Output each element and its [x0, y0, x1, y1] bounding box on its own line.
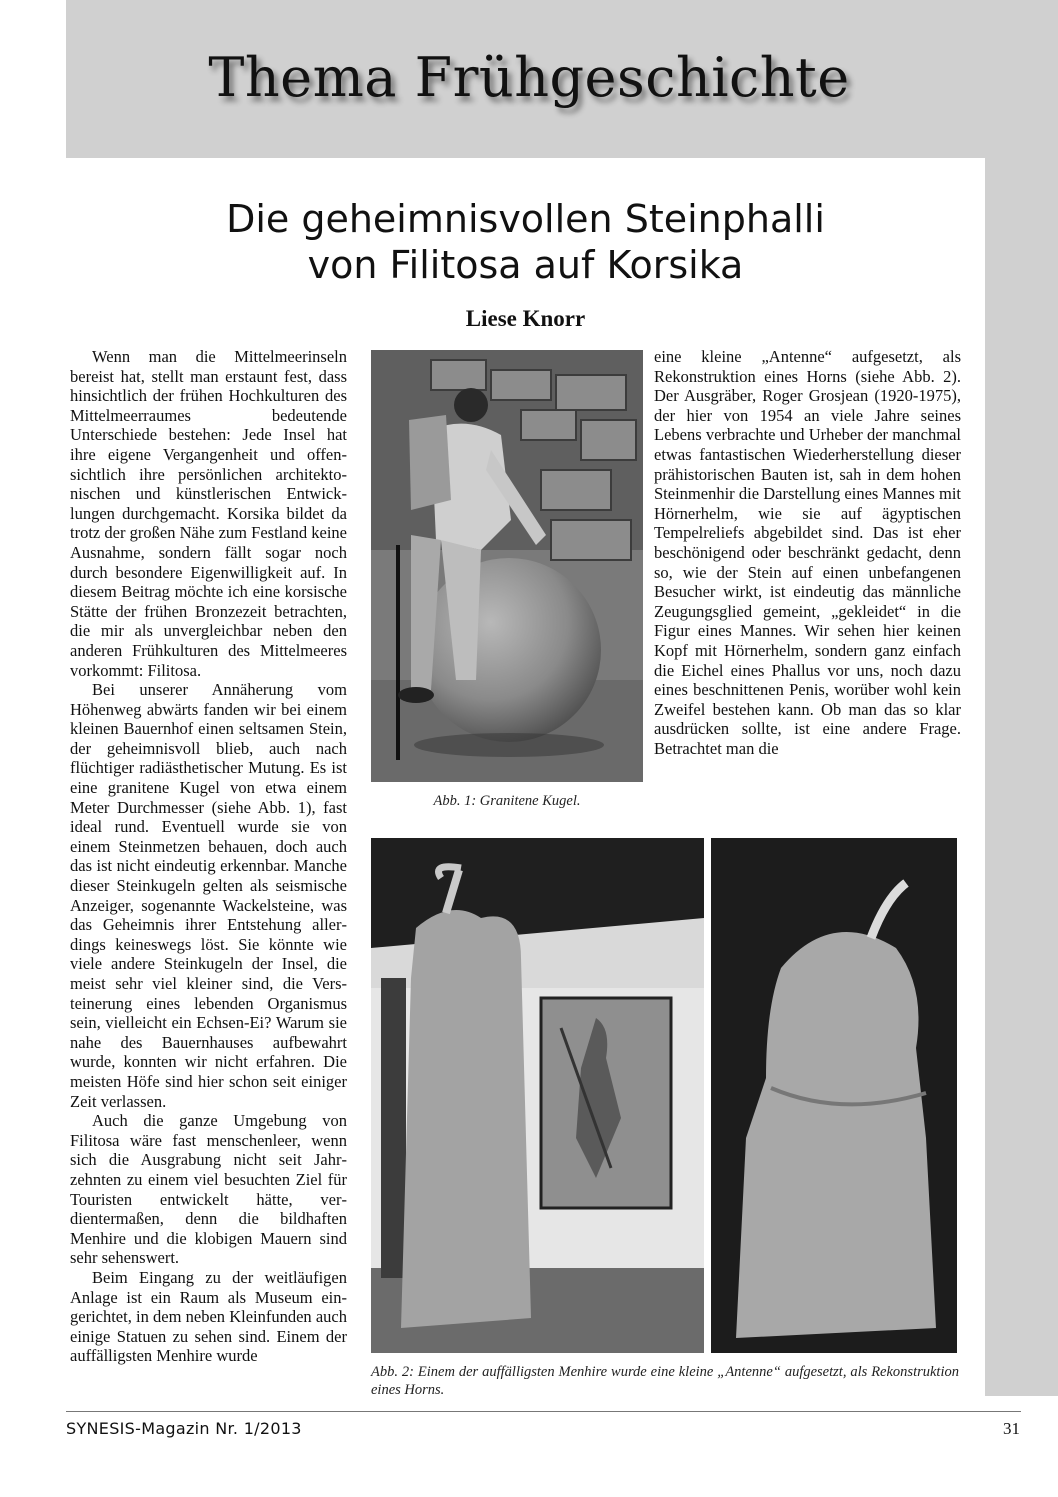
- photo-menhir-closeup-image: [711, 838, 957, 1353]
- page-number: 31: [1003, 1419, 1020, 1438]
- photo-granite-sphere-image: [371, 350, 643, 782]
- paragraph: Auch die ganze Umgebung von Filitosa wäre fast menschenleer, wenn sich die Ausgrabung nicht seit Jahrzehnten zu einem viel besuchten Ziel für Touristen entwickelt hätte, verdientermaßen, denn die bildhaften Menhire und die klobigen Mauern sind sehr sehenswert.: [70, 1111, 347, 1268]
- article-title-line2: von Filitosa auf Korsika: [307, 243, 744, 287]
- paragraph: eine kleine „Antenne“ aufgesetzt, als Rekonstruktion eines Horns (siehe Abb. 2). Der Ausgräber, Roger Grosjean (1920-1975), der hier von 1954 an viele Jahre seines Lebens verbrachte und Urheber der manchmal etwas fantastischen Wiederherstellung dieser prähistorischen Bauten ist, sah in dem hohen Steinmenhir die Darstellung eines Mannes mit Hörnerhelm, wie sie auf ägyptischen Tempelreliefs abgebildet sind. Das ist eher beschönigend oder beschränkt gedacht, denn so, wie der Stein auf einen unbefangenen Besucher wirkt, ist eindeutig das männliche Zeugungsglied gemeint, „gekleidet“ in die Figur eines Mannes. Wir sehen hier keinen Kopf mit Hörnerhelm, sondern ganz einfach die Eichel eines Phallus vor uns, noch dazu eines beschnittenen Penis, worüber wohl kein Zweifel bestehen kann. Ob man das so klar ausdrücken sollte, ist eine andere Frage. Betrachtet man die: [654, 347, 961, 758]
- photo-museum-menhir: [371, 838, 704, 1353]
- right-column: [654, 347, 961, 758]
- section-title: Thema Frühgeschichte: [208, 46, 850, 109]
- figure-caption-1: Abb. 1: Granitene Kugel.: [433, 793, 581, 809]
- photo-menhir-closeup: [711, 838, 957, 1353]
- paragraph: Bei unserer Annäherung vom Höhenweg abwärts fanden wir bei einem kleinen Bauernhof einen seltsamen Stein, der geheimnisvoll blieb, auch nach flüchtiger radiästhetischer Mutung. Es ist eine granitene Kugel von etwa einem Meter Durchmesser (siehe Abb. 1), fast ideal rund. Eventuell wurde sie von einem Steinmetzen behauen, doch auch das ist nicht eindeutig erkennbar. Manche dieser Steinkugeln gelten als seismische Anzeiger, sogenannte Wackelsteine, was das Geheimnis ihrer Entstehung allerdings keineswegs löst. Sie könnte wie viele andere Steinkugeln der Insel, die meist sehr viel kleiner sind, die Versteinerung eines lebenden Organismus sein, vielleicht ein Echsen-Ei? Warum sie nahe des Bauernhauses aufbewahrt wurde, konnten wir nicht erfahren. Die meisten Höfe sind hier schon seit einiger Zeit verlassen.: [70, 680, 347, 1111]
- magazine-issue: SYNESIS-Magazin Nr. 1/2013: [66, 1419, 302, 1438]
- footer-rule: [66, 1411, 1021, 1412]
- figure-caption-2: Abb. 2: Einem der auffälligsten Menhire wurde eine kleine „Antenne“ aufgesetzt, als Rekonstruktion eines Horns.: [371, 1364, 959, 1398]
- article-title-line1: Die geheimnisvollen Steinphalli: [226, 197, 825, 241]
- paragraph: Beim Eingang zu der weitläufigen Anlage ist ein Raum als Museum eingerichtet, in dem neben Kleinfunden auch einige Statuen zu sehen sind. Einem der auffälligsten Menhire wurde: [70, 1267, 347, 1366]
- photo-granite-sphere: [371, 350, 643, 782]
- author-name: Liese Knorr: [465, 306, 586, 331]
- photo-museum-menhir-image: [371, 838, 704, 1353]
- paragraph: Wenn man die Mittelmeerinseln bereist hat, stellt man erstaunt fest, dass hinsichtlich der frühen Hochkulturen des Mittelmeerraumes bedeutende Unterschiede bestehen: Jede Insel hat ihre eigene Vergangenheit und offensichtlich ihre persönlichen architektonischen und künstlerischen Entwicklungen durchgemacht. Korsika bildet da trotz der großen Nähe zum Festland keine Ausnahme, sondern fällt sogar noch durch besondere Eigenwilligkeit auf. In diesem Beitrag möchte ich eine korsische Stätte der frühen Bronzezeit betrachten, die mir als unvergleichbar neben den anderen Frühkulturen des Mittelmeeres vorkommt: Filitosa.: [70, 347, 347, 680]
- left-column: [70, 347, 347, 1366]
- article-title: [66, 196, 985, 288]
- side-bar: [985, 158, 1058, 1396]
